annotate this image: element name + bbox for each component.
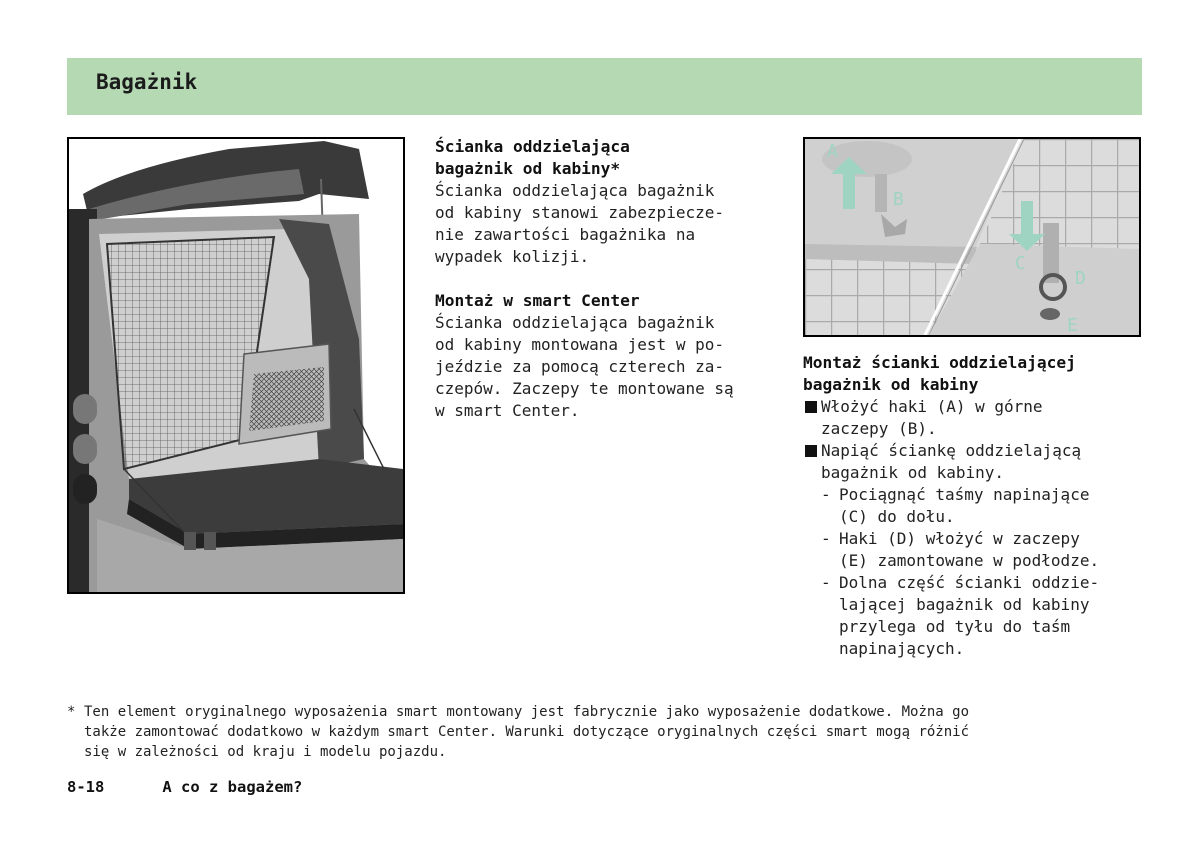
square-bullet-icon bbox=[805, 445, 817, 457]
footnote-line: także zamontować dodatkowo w każdym smart Center. Warunki dotyczące oryginalnych części smart mogą różnić bbox=[84, 724, 970, 740]
step-line: bagażnik od kabiny. bbox=[821, 463, 1005, 482]
step-item bbox=[803, 440, 1148, 484]
chapter-title: A co z bagażem? bbox=[162, 778, 303, 796]
footnote-asterisk: * bbox=[67, 704, 76, 720]
paragraph-line: od kabiny montowana jest w po- bbox=[435, 335, 724, 354]
substep-item bbox=[803, 528, 1148, 572]
substep-item bbox=[803, 484, 1148, 528]
footnote-line: Ten element oryginalnego wyposażenia smart montowany jest fabrycznie jako wyposażenie dodatkowe. Można go bbox=[84, 704, 970, 720]
paragraph-line: nie zawartości bagażnika na bbox=[435, 225, 696, 244]
page-number: 8-18 bbox=[67, 778, 105, 796]
instructions-heading: bagażnik od kabiny bbox=[803, 375, 979, 394]
step-line: zaczepy (B). bbox=[821, 419, 937, 438]
label-b: B bbox=[893, 189, 904, 210]
spacer bbox=[435, 268, 780, 290]
page-title: Bagażnik bbox=[96, 70, 198, 94]
paragraph-line: czepów. Zaczepy te montowane są bbox=[435, 379, 734, 398]
instructions-heading: Montaż ścianki oddzielającej bbox=[803, 353, 1076, 372]
dash-marker: - bbox=[821, 485, 831, 504]
trunk-illustration bbox=[67, 137, 405, 594]
label-c: C bbox=[1015, 253, 1026, 274]
substep-line: Haki (D) włożyć w zaczepy bbox=[839, 529, 1080, 548]
paragraph-line: jeździe za pomocą czterech za- bbox=[435, 357, 724, 376]
substep-line: (C) do dołu. bbox=[839, 507, 955, 526]
paragraph-line: w smart Center. bbox=[435, 401, 580, 420]
section-heading: bagażnik od kabiny* bbox=[435, 159, 621, 178]
substep-line: Dolna część ścianki oddzie- bbox=[839, 573, 1100, 592]
dash-marker: - bbox=[821, 573, 831, 592]
intro-column bbox=[435, 136, 780, 422]
substep-line: napinających. bbox=[839, 639, 965, 658]
trunk-drawing bbox=[69, 139, 403, 592]
label-a: A bbox=[827, 141, 838, 162]
label-e: E bbox=[1067, 315, 1078, 335]
dash-marker: - bbox=[821, 529, 831, 548]
section-heading: Ścianka oddzielająca bbox=[435, 137, 630, 156]
header-band bbox=[67, 58, 1142, 115]
square-bullet-icon bbox=[805, 401, 817, 413]
substep-item bbox=[803, 572, 1148, 660]
subsection-heading: Montaż w smart Center bbox=[435, 291, 640, 310]
step-item bbox=[803, 396, 1148, 440]
hook-drawing bbox=[805, 139, 1139, 335]
paragraph-line: Ścianka oddzielająca bagażnik bbox=[435, 181, 715, 200]
page-footer bbox=[67, 778, 302, 796]
paragraph-line: wypadek kolizji. bbox=[435, 247, 590, 266]
paragraph-line: od kabiny stanowi zabezpiecze- bbox=[435, 203, 724, 222]
footnote-line: się w zależności od kraju i modelu pojazdu. bbox=[84, 744, 447, 760]
instructions-column bbox=[803, 352, 1148, 660]
substep-line: przylega od tyłu do taśm bbox=[839, 617, 1071, 636]
step-line: Włożyć haki (A) w górne bbox=[821, 397, 1043, 416]
substep-line: Pociągnąć taśmy napinające bbox=[839, 485, 1090, 504]
paragraph-line: Ścianka oddzielająca bagażnik bbox=[435, 313, 715, 332]
substep-line: (E) zamontowane w podłodze. bbox=[839, 551, 1100, 570]
step-line: Napiąć ściankę oddzielającą bbox=[821, 441, 1082, 460]
label-d: D bbox=[1075, 268, 1086, 289]
footnote bbox=[67, 702, 1147, 762]
substep-line: lającej bagażnik od kabiny bbox=[839, 595, 1090, 614]
hook-detail-illustration bbox=[803, 137, 1141, 337]
